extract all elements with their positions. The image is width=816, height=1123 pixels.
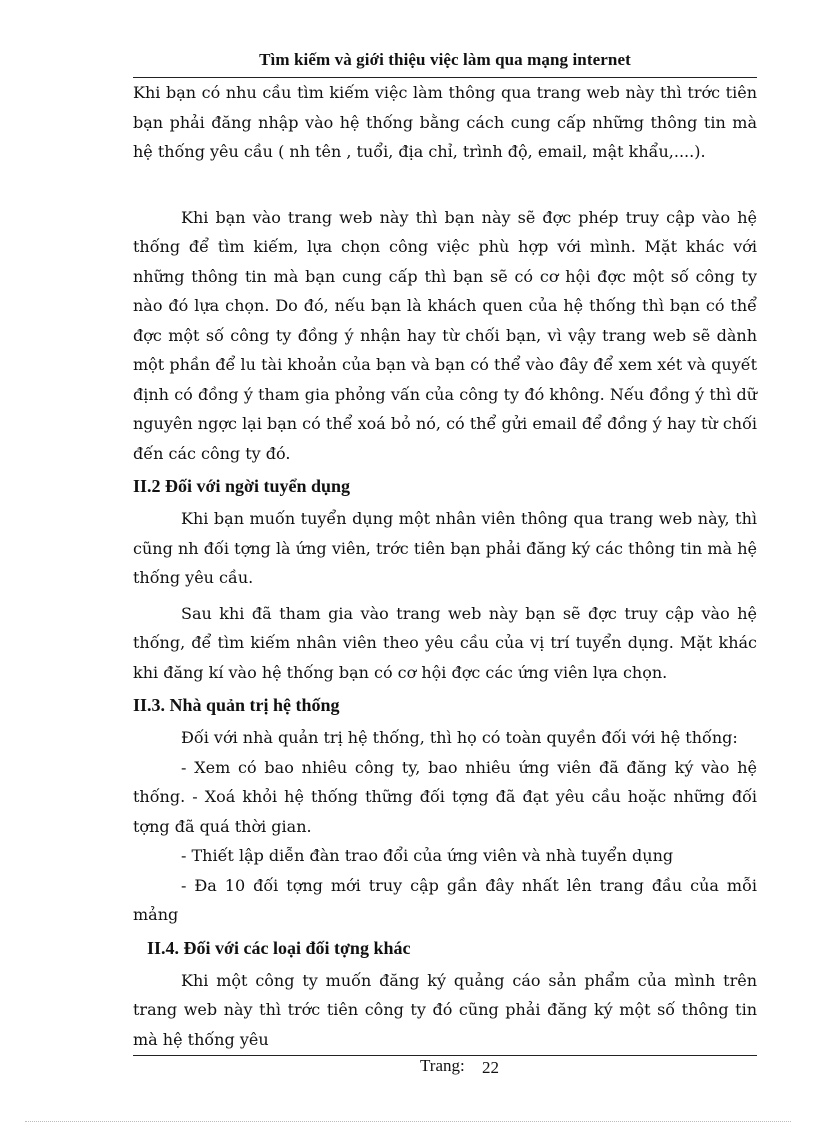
list-item-view-delete: - Xem có bao nhiêu công ty, bao nhiêu ứng viên đã đăng ký vào hệ thống. - Xoá khỏi hệ thống thững đối tợng đã đạt yêu cầu hoặc những đối tợng đã quá thời gian. bbox=[133, 757, 757, 836]
paragraph-employer-search: Sau khi đã tham gia vào trang web này bạn sẽ đợc truy cập vào hệ thống, để tìm kiếm nhân viên theo yêu cầu của vị trí tuyển dụng. Mặt khác khi đăng kí vào hệ thống bạn có cơ hội đợc các ứng viên lựa chọn. bbox=[133, 603, 757, 682]
paragraph-login-intro: Khi bạn có nhu cầu tìm kiếm việc làm thông qua trang web này thì trớc tiên bạn phải đăng nhập vào hệ thống bằng cách cung cấp những thông tin mà hệ thống yêu cầu ( nh tên , tuổi, địa chỉ, trình độ, email, mật khẩu,....). bbox=[133, 83, 757, 161]
paragraph-employer-register: Khi bạn muốn tuyển dụng một nhân viên thông qua trang web này, thì cũng nh đối tợng là ứng viên, trớc tiên bạn phải đăng ký các thông tin mà hệ thống yêu cầu. bbox=[133, 509, 757, 587]
paragraph-candidate-access: Khi bạn vào trang web này thì bạn này sẽ đợc phép truy cập vào hệ thống để tìm kiếm, lựa chọn công việc phù hợp với mình. Mặt khác với những thông tin mà bạn cung cấp thì bạn sẽ có cơ hội đợc một số công ty nào đó lựa chọn. Do đó, nếu bạn là khách quen của hệ thống thì bạn có thể đợc một số công ty đồng ý nhận hay từ chối bạn, vì vậy trang web sẽ dành một phần để lu tài khoản của bạn và bạn có thể vào đây để xem xét và quyết định có đồng ý tham gia phỏng vấn của công ty đó không. Nếu đồng ý thì dữ nguyên ngợc lại bạn có thể xoá bỏ nó, có thể gửi email để đồng ý hay từ chối đến các công ty đó. bbox=[133, 207, 757, 463]
list-item-forum: - Thiết lập diễn đàn trao đổi của ứng viên và nhà tuyển dụng bbox=[181, 846, 674, 865]
paragraph-admin-rights: Đối với nhà quản trị hệ thống, thì họ có toàn quyền đối với hệ thống: bbox=[181, 728, 738, 747]
page-label: Trang: bbox=[420, 1056, 465, 1075]
section-heading-employer: II.2 Đối với ngời tuyển dụng bbox=[133, 476, 350, 496]
page-number: 22 bbox=[482, 1058, 499, 1077]
list-item-recent: - Đa 10 đối tợng mới truy cập gần đây nhất lên trang đầu của mỗi mảng bbox=[133, 875, 757, 924]
page-edge-dotted-line bbox=[25, 1121, 791, 1122]
section-heading-admin: II.3. Nhà quản trị hệ thống bbox=[133, 695, 340, 715]
document-body bbox=[133, 78, 757, 1054]
page-header-title: Tìm kiếm và giới thiệu việc làm qua mạng internet bbox=[259, 50, 631, 69]
section-heading-other: II.4. Đối với các loại đối tợng khác bbox=[147, 937, 411, 958]
paragraph-advertiser: Khi một công ty muốn đăng ký quảng cáo sản phẩm của mình trên trang web này thì trớc tiên công ty đó cũng phải đăng ký một số thông tin mà hệ thống yêu bbox=[133, 970, 757, 1049]
